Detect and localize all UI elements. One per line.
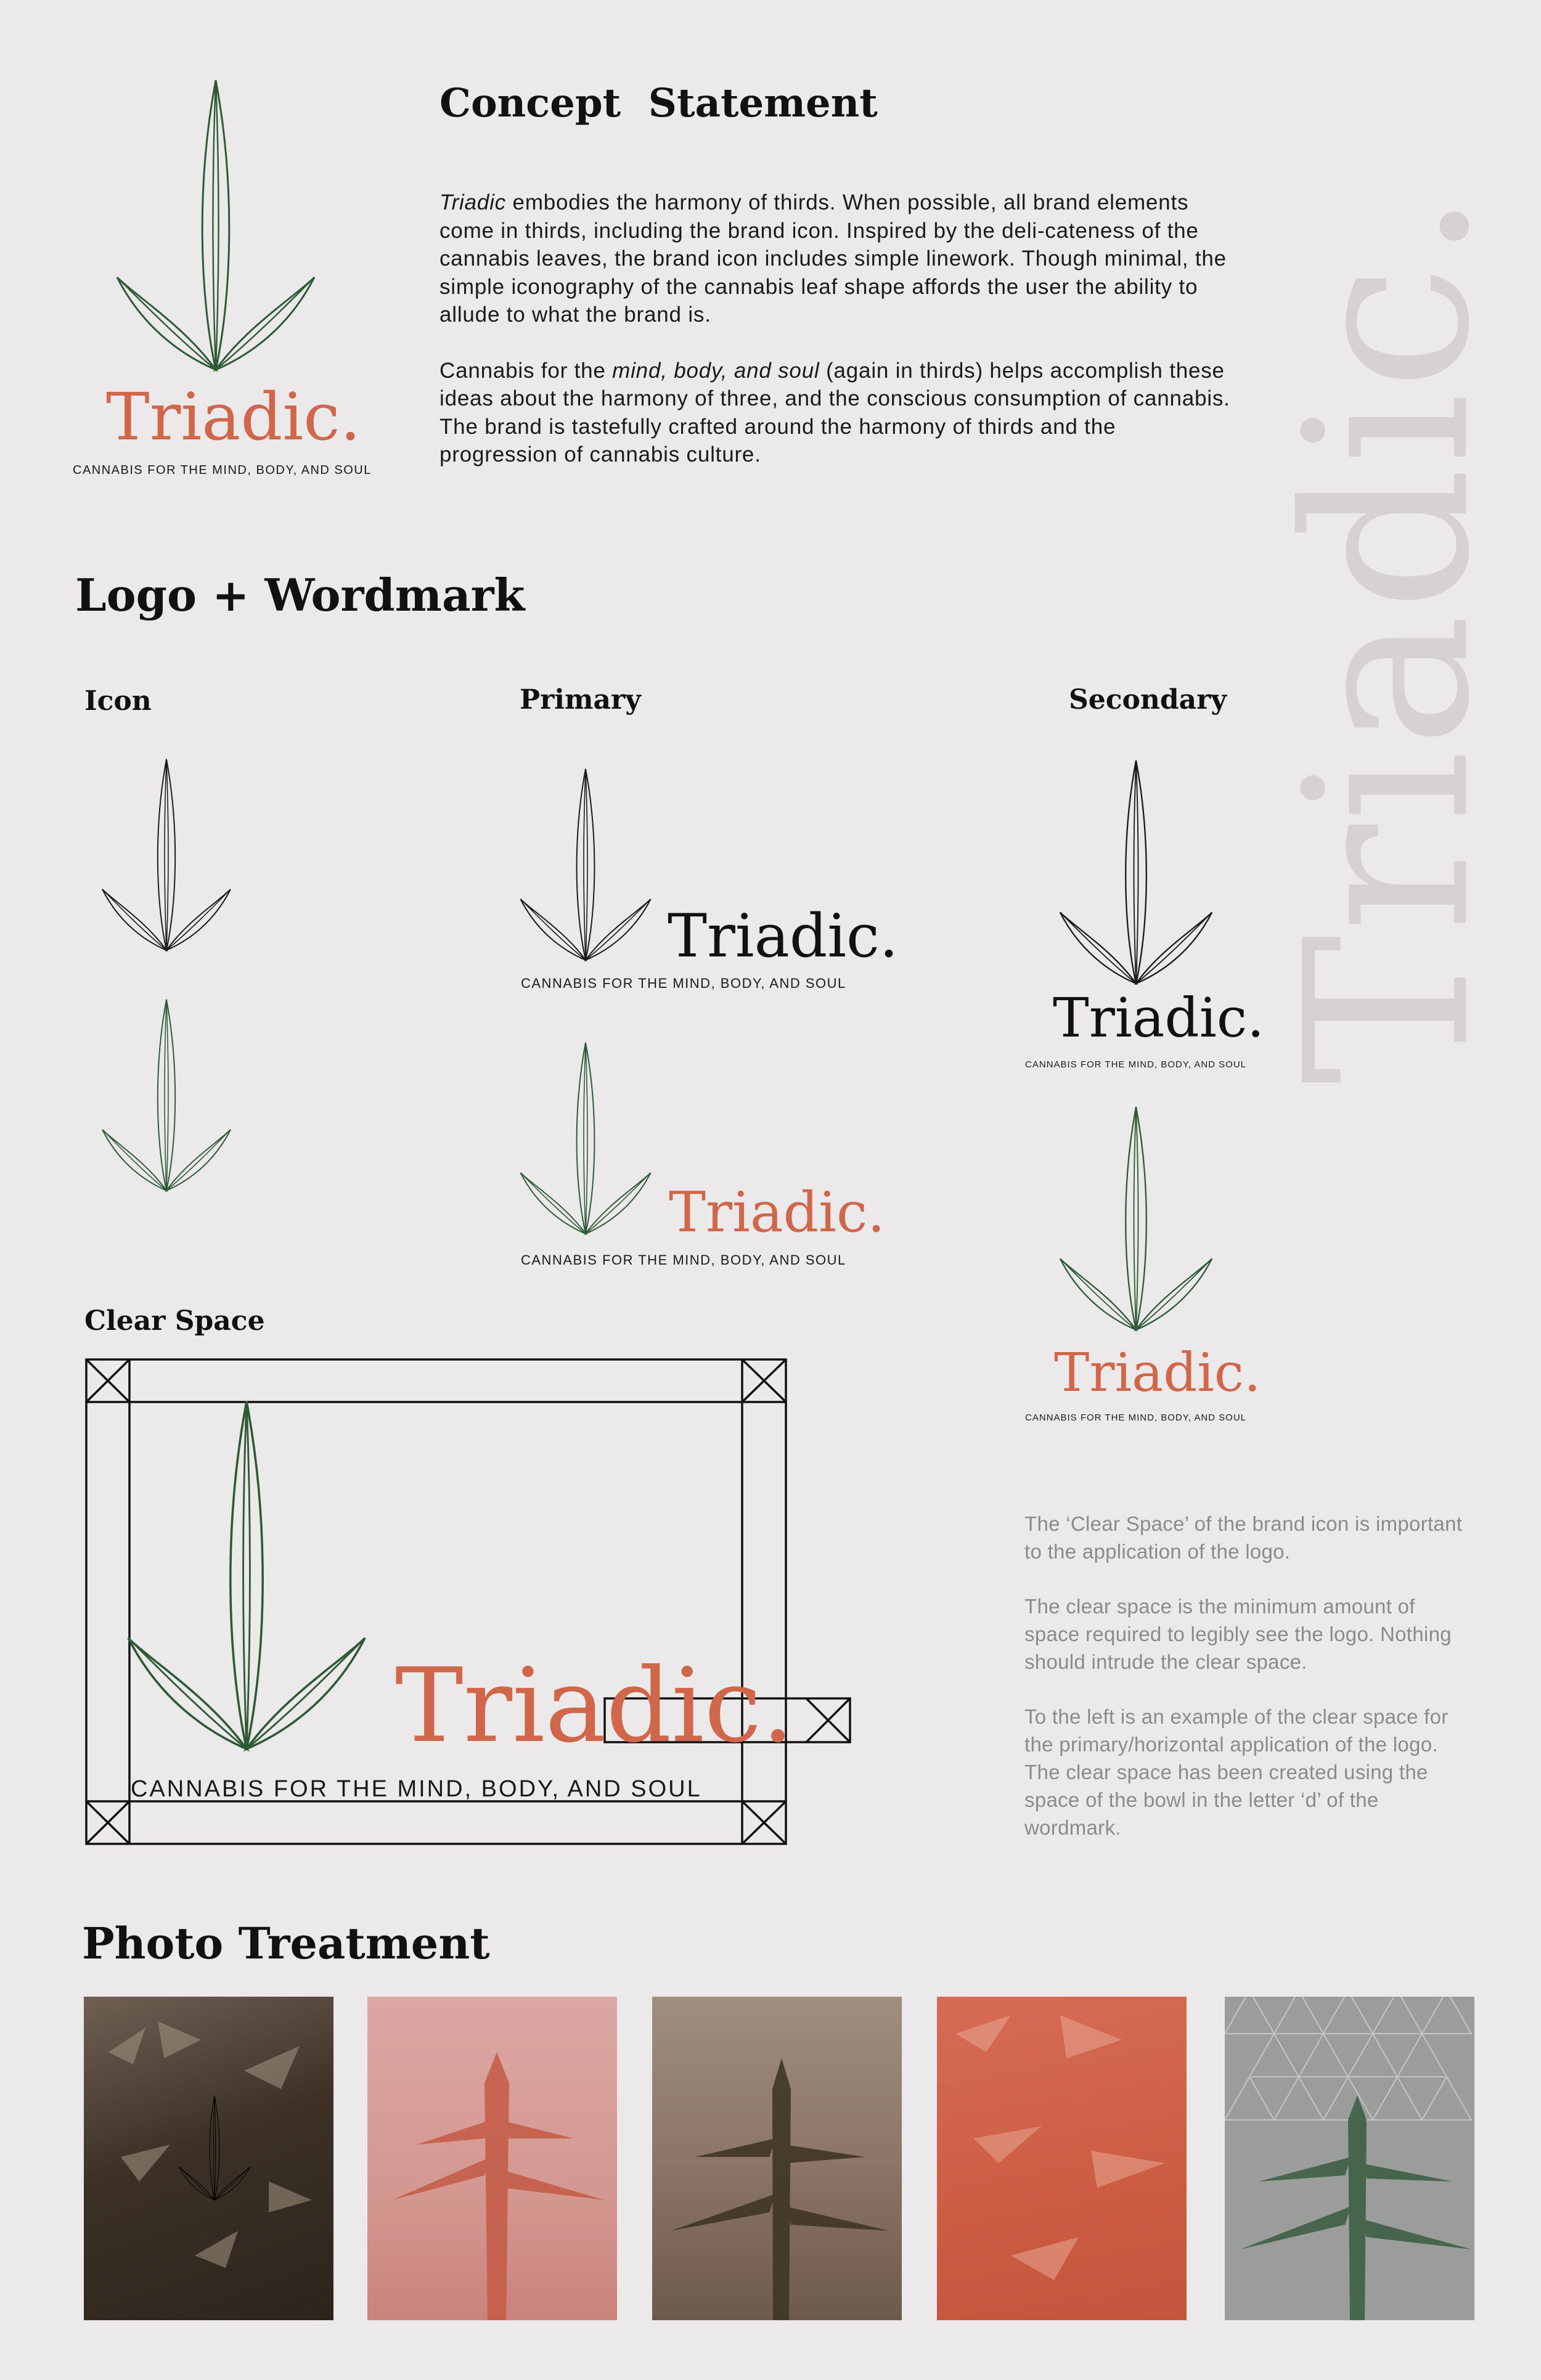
clear-space-heading: Clear Space: [84, 1305, 265, 1337]
logo-section-heading: Logo + Wordmark: [75, 569, 525, 621]
ghost-wordmark: Triadic.: [1257, 187, 1519, 1085]
concept-body: [439, 189, 1235, 469]
secondary-column-heading: Secondary: [1069, 684, 1227, 715]
photo-orange-leaves: [937, 1997, 1187, 2320]
primary-black-wordmark: Triadic.: [668, 902, 899, 971]
photo-pink-bud: [367, 1997, 617, 2320]
hero-wordmark: Triadic.: [106, 379, 361, 455]
photo-green-triangles: [1225, 1997, 1474, 2320]
clear-space-paragraph-3: To the left is an example of the clear space for the primary/horizontal application of the logo. The clear space has been created using the space of the bowl in the letter ‘d’ of the wordmark.: [1024, 1705, 1449, 1839]
secondary-black-wordmark: Triadic.: [1053, 986, 1265, 1049]
secondary-green-leaf-icon: [1136, 1330, 1137, 1331]
photo-sepia-leaves: [84, 1997, 333, 2320]
clear-space-wordmark: Triadic.: [395, 1647, 795, 1766]
concept-heading: Concept Statement: [439, 80, 878, 126]
secondary-color-tagline: CANNABIS FOR THE MIND, BODY, AND SOUL: [1025, 1412, 1247, 1423]
photo-brown-bud: [652, 1997, 902, 2320]
secondary-black-tagline: CANNABIS FOR THE MIND, BODY, AND SOUL: [1025, 1059, 1247, 1070]
clear-space-tagline: CANNABIS FOR THE MIND, BODY, AND SOUL: [131, 1776, 702, 1802]
icon-column-heading: Icon: [84, 685, 152, 717]
icon-black-leaf-icon: [166, 950, 167, 951]
photo-section-heading: Photo Treatment: [82, 1918, 490, 1969]
primary-color-wordmark: Triadic.: [669, 1180, 885, 1245]
concept-paragraph-2: Cannabis for the mind, body, and soul (again in thirds) helps accomplish these ideas about the harmony of three, and the conscious consumption of cannabis. The brand is tastefully crafted around the harmony of thirds and the progression of cannabis culture.: [439, 358, 1230, 467]
primary-color-tagline: CANNABIS FOR THE MIND, BODY, AND SOUL: [521, 1252, 846, 1268]
hero-tagline: CANNABIS FOR THE MIND, BODY, AND SOUL: [73, 463, 372, 477]
clear-space-paragraph-1: The ‘Clear Space’ of the brand icon is important to the application of the logo.: [1024, 1512, 1463, 1563]
clear-space-description: [1024, 1510, 1468, 1869]
primary-black-tagline: CANNABIS FOR THE MIND, BODY, AND SOUL: [521, 976, 846, 991]
concept-paragraph-1: Triadic embodies the harmony of thirds. When possible, all brand elements come in thirds, including the brand icon. Inspired by the deli-cateness of the cannabis leaves, the brand icon includes simple linework. Though minimal, the simple iconography of the cannabis leaf shape affords the user the ability to allude to what the brand is.: [439, 190, 1227, 327]
secondary-color-wordmark: Triadic.: [1054, 1342, 1261, 1404]
clear-space-paragraph-2: The clear space is the minimum amount of space required to legibly see the logo. Nothing should intrude the clear space.: [1024, 1595, 1452, 1673]
primary-column-heading: Primary: [520, 684, 641, 715]
